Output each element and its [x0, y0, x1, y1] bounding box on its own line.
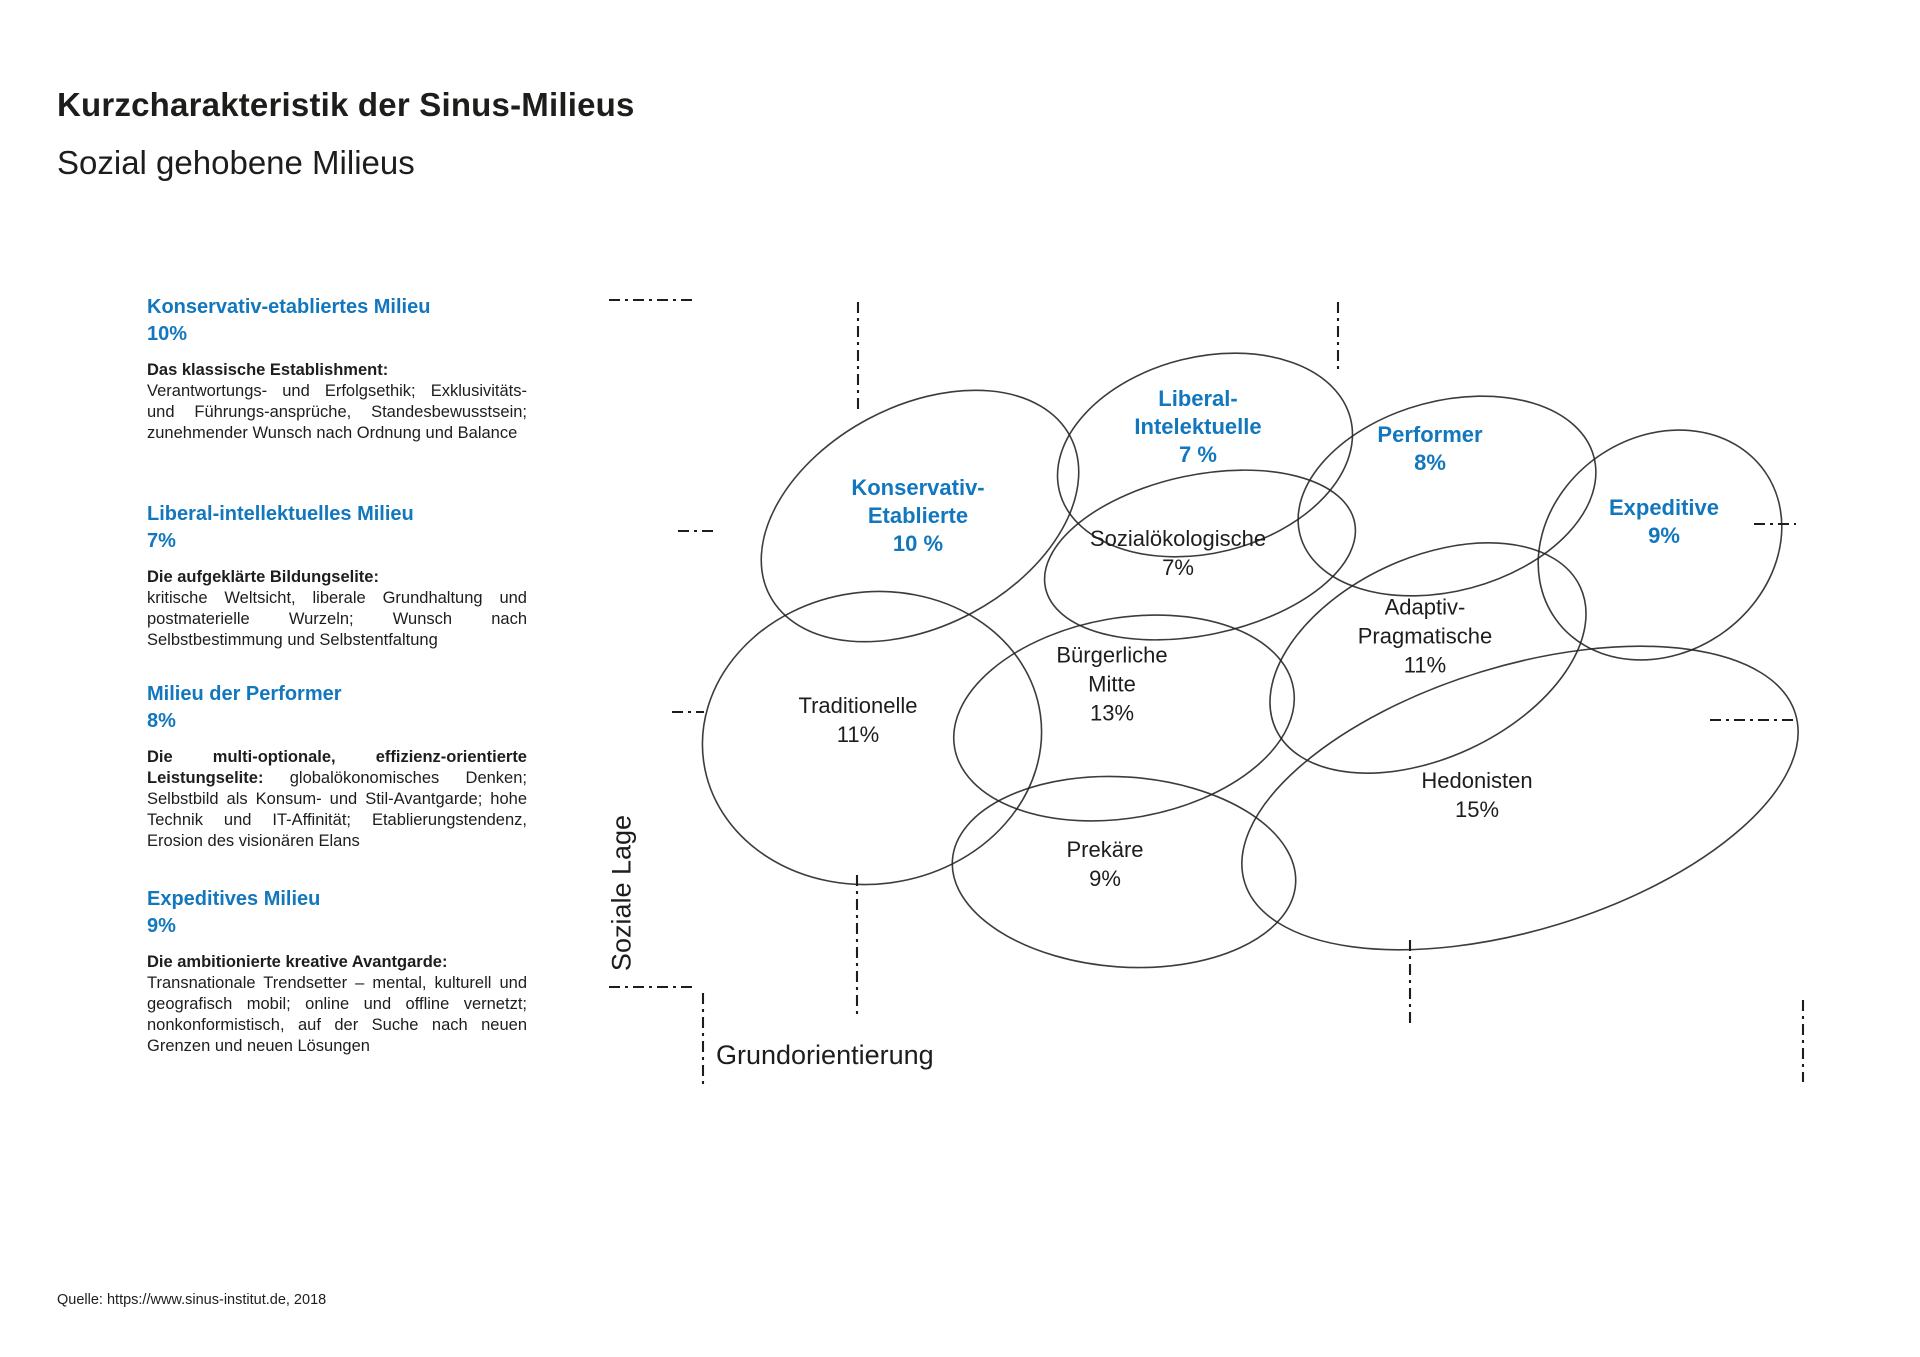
milieu-label-line: Etablierte: [867, 503, 969, 528]
milieu-label-line: 11%: [836, 722, 880, 747]
milieu-body: Verantwortungs- und Erfolgsethik; Exklusivitäts- und Führungs-ansprüche, Standesbewusstsein; zunehmender Wunsch nach Ordnung und Balance: [147, 382, 527, 442]
milieu-percent: 10%: [147, 323, 188, 345]
milieu-label-line: 7%: [1162, 555, 1194, 580]
milieu-label-line: Liberal-: [1158, 386, 1238, 411]
milieu-label-line: Traditionelle: [798, 693, 918, 718]
milieu-label-line: 9%: [1089, 866, 1121, 891]
milieu-label-line: Mitte: [1088, 671, 1136, 697]
page-subtitle: Sozial gehobene Milieus: [57, 144, 415, 182]
milieu-label-line: Performer: [1377, 422, 1483, 447]
milieu-lead: Das klassische Establishment:: [147, 361, 389, 379]
milieu-percent: 8%: [147, 710, 176, 732]
milieu-label-line: Hedonisten: [1421, 768, 1533, 793]
milieu-lead: Die ambitionierte kreative Avantgarde:: [147, 953, 448, 971]
milieu-label-line: 9%: [1648, 523, 1680, 548]
milieu-label-line: Adaptiv-: [1384, 594, 1466, 620]
milieu-percent: 9%: [147, 915, 176, 937]
milieu-body: Transnationale Trendsetter – mental, kulturell und geografisch mobil; online und offline vernetzt; nonkonformistisch, auf der Suche nach neuen Grenzen und neuen Lösungen: [147, 974, 527, 1055]
milieu-percent: 7%: [147, 530, 176, 552]
milieu-label-line: 8%: [1414, 450, 1446, 475]
milieu-label-konservativ-etablierte: [851, 474, 984, 558]
milieu-label-line: Prekäre: [1066, 837, 1144, 862]
x-axis-label: Grundorientierung: [716, 1040, 934, 1070]
milieu-label-line: Bürgerliche: [1056, 642, 1168, 668]
milieu-label-line: Pragmatische: [1357, 623, 1493, 649]
milieu-label-hedonisten: [1421, 766, 1532, 824]
milieu-label-adaptiv-pragmatische: [1358, 593, 1493, 680]
page-title: Kurzcharakteristik der Sinus-Milieus: [57, 86, 635, 124]
milieu-label-line: 11%: [1403, 652, 1447, 678]
milieu-lead: Die aufgeklärte Bildungselite:: [147, 568, 379, 586]
milieu-label-performer: [1377, 421, 1482, 477]
milieu-label-traditionelle: [798, 691, 917, 749]
milieu-body: kritische Weltsicht, liberale Grundhaltung und postmaterielle Wurzeln; Wunsch nach Selbstbestimmung und Selbstentfaltung: [147, 589, 527, 649]
milieu-label-line: Sozialökologische: [1089, 526, 1267, 551]
milieu-label-line: Konservativ-: [851, 475, 985, 500]
milieu-label-sozialoekologische: [1090, 524, 1266, 582]
milieu-label-expeditive: [1609, 494, 1719, 550]
milieu-label-line: Intelektuelle: [1134, 414, 1262, 439]
milieu-heading-text: Konservativ-etabliertes Milieu: [147, 296, 431, 318]
milieu-heading-text: Milieu der Performer: [147, 683, 342, 705]
milieu-label-buergerliche-mitte: [1056, 641, 1167, 728]
milieu-label-line: 13%: [1089, 700, 1135, 726]
milieu-heading-text: Expeditives Milieu: [147, 888, 321, 910]
milieu-label-line: 10 %: [892, 531, 944, 556]
milieu-label-liberal-intelektuelle: [1134, 385, 1261, 469]
y-axis-label: Soziale Lage: [606, 814, 637, 972]
milieu-label-prekaere: [1066, 835, 1143, 893]
milieu-lead: Die multi-optionale, effizienz-orientierte Leistungselite:: [147, 748, 527, 787]
milieu-label-line: 15%: [1454, 797, 1500, 822]
milieu-label-line: 7 %: [1179, 442, 1217, 467]
milieu-body: globalökonomisches Denken; Selbstbild als Konsum- und Stil-Avantgarde; hohe Technik und IT-Affinität; Etablierungstendenz, Erosion des visionären Elans: [147, 769, 527, 850]
source-note: Quelle: https://www.sinus-institut.de, 2018: [57, 1292, 327, 1308]
milieu-label-line: Expeditive: [1608, 495, 1720, 520]
milieu-heading-text: Liberal-intellektuelles Milieu: [147, 503, 414, 525]
